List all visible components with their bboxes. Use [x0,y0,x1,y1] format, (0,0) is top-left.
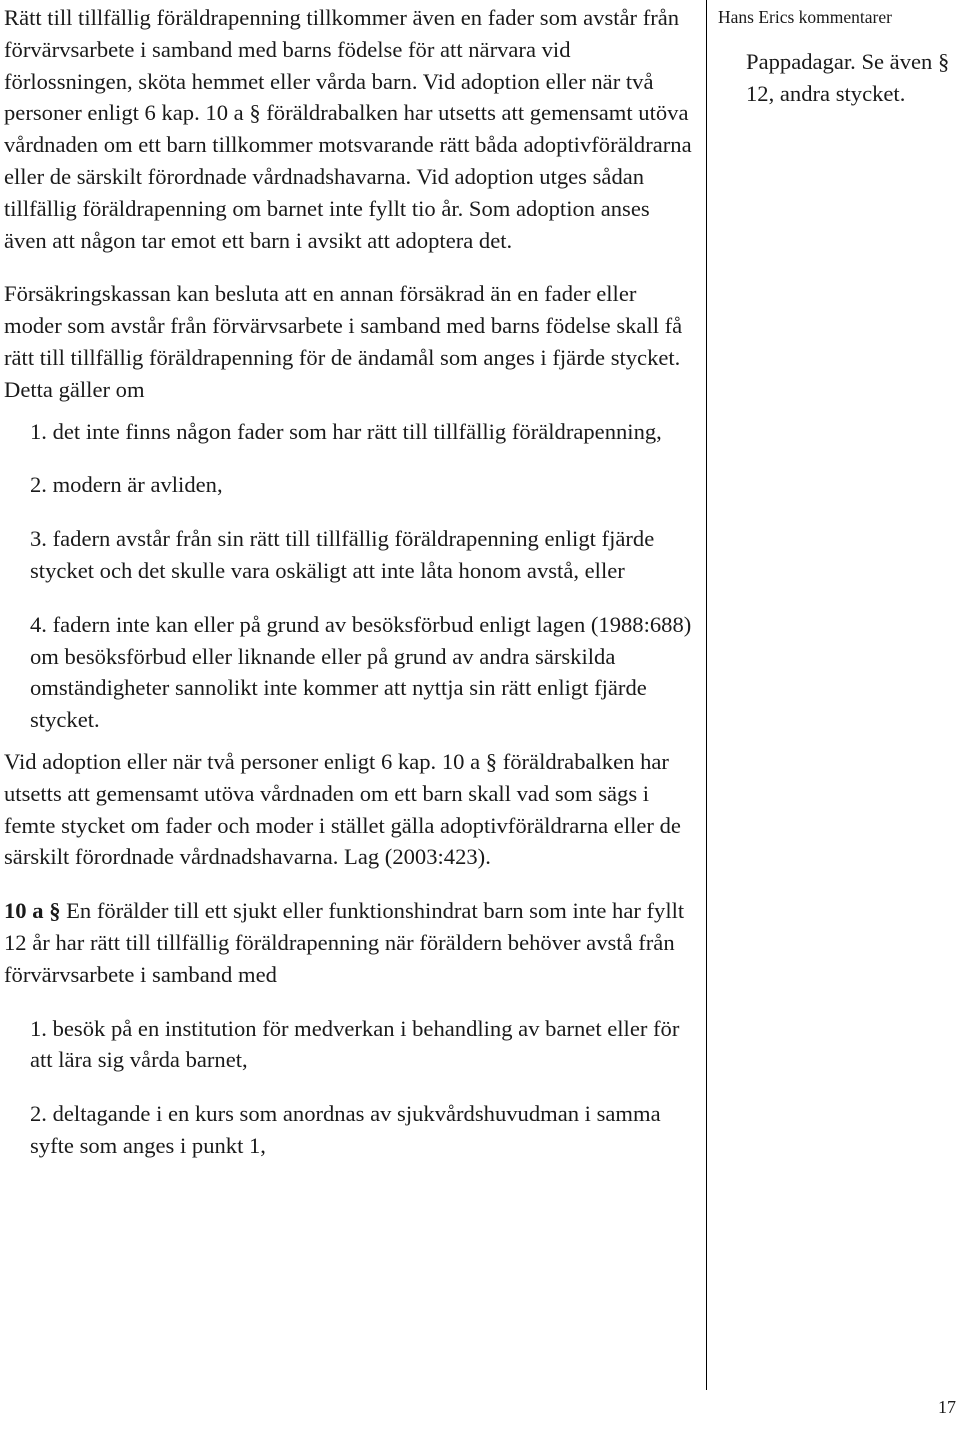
paragraph-adoption: Vid adoption eller när två personer enligt 6 kap. 10 a § föräldrabalken har utsetts att gemensamt utöva vårdnaden om ett barn skall vad som sägs i femte stycket om fader och moder i stället gälla adoptivföräldrarna eller de särskilt förordnade vårdnadshavarna. Lag (2003:423). [4,748,681,870]
page-number: 17 [938,1397,956,1417]
list-item: 4. fadern inte kan eller på grund av besöksförbud enligt lagen (1988:688) om besöksförbud eller liknande eller på grund av andra särskilda omständigheter sannolikt inte kommer att nyttja sin rätt enligt fjärde stycket. [30,611,692,733]
list-item: 3. fadern avstår från sin rätt till tillfällig föräldrapenning enligt fjärde stycket och det skulle vara oskäligt att inte låta honom avstå, eller [30,526,655,583]
paragraph-fathers-right: Rätt till tillfällig föräldrapenning tillkommer även en fader som avstår från förvärvsarbete i samband med barns födelse för att närvara vid förlossningen, sköta hemmet eller vårda barn. Vid adoption eller när två personer enligt 6 kap. 10 a § föräldrabalken har utsetts att gemensamt utöva vårdnaden om ett barn tillkommer motsvarande rätt båda adoptivföräldrarna eller de särskilt förordnade vårdnadshavarna. Vid adoption utges sådan tillfällig föräldrapenning om barnet inte fyllt tio år. Som adoption anses även att någon tar emot ett barn i avsikt att adoptera det. [4,5,692,253]
commentary-note: Pappadagar. Se även § 12, andra stycket. [746,49,950,106]
section-label: 10 a § [4,898,61,924]
section-10a-text: En förälder till ett sjukt eller funktionshindrat barn som inte har fyllt 12 år har rätt till tillfällig föräldrapenning när föräldern behöver avstå från förvärvsarbete i samband med [4,898,685,987]
main-text-column [4,2,696,1184]
list-item: 1. besök på en institution för medverkan i behandling av barnet eller för att lära sig vårda barnet, [30,1015,680,1073]
list-item: 2. modern är avliden, [30,472,223,498]
column-divider [706,0,707,1390]
paragraph-other-insured: Försäkringskassan kan besluta att en annan försäkrad än en fader eller moder som avstår från förvärvsarbete i samband med barns födelse skall få rätt till tillfällig föräldrapenning för de ändamål som anges i fjärde stycket. Detta gäller om [4,281,683,402]
list-item: 1. det inte finns någon fader som har rätt till tillfällig föräldrapenning, [30,418,662,444]
list-item: 2. deltagande i en kurs som anordnas av sjukvårdshuvudman i samma syfte som anges i punkt 1, [30,1101,661,1158]
commentary-header: Hans Erics kommentarer [718,7,892,27]
commentary-column [718,6,954,110]
paragraph-section-10a [4,895,696,990]
